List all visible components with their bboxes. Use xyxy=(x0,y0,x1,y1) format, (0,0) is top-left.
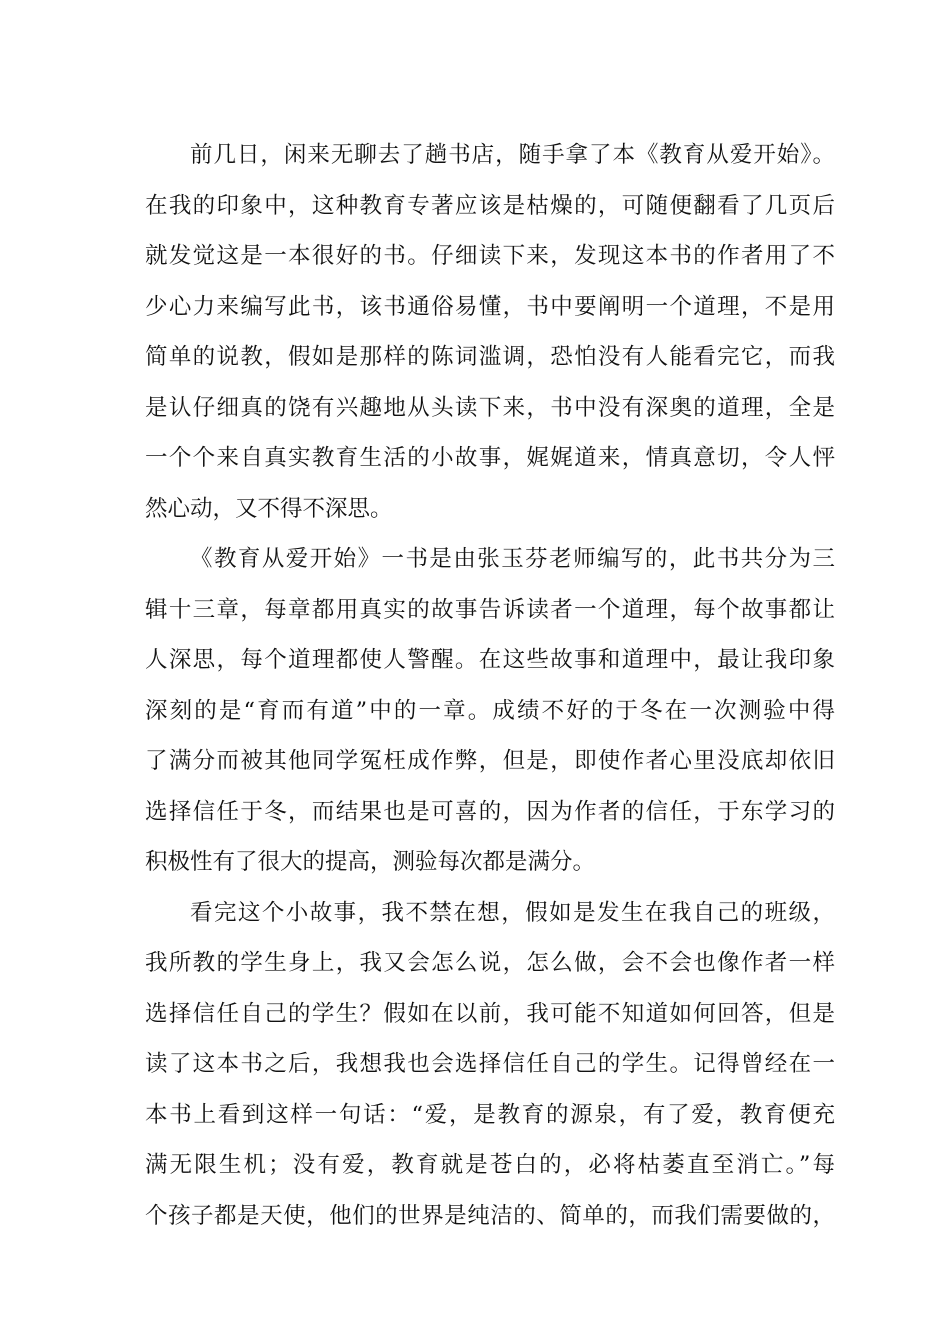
text-line: 少心力来编写此书，该书通俗易懂，书中要阐明一个道理，不是用 xyxy=(145,293,835,320)
text-line: 满无限生机；没有爱，教育就是苍白的，必将枯萎直至消亡。”每 xyxy=(145,1152,835,1178)
text-line: 积极性有了很大的提高，测验每次都是满分。 xyxy=(145,849,596,875)
text-line: 简单的说教，假如是那样的陈词滥调，恐怕没有人能看完它，而我 xyxy=(145,344,835,370)
text-line: 深刻的是“育而有道”中的一章。成绩不好的于冬在一次测验中得 xyxy=(145,697,835,724)
text-line: 了满分而被其他同学冤枉成作弊，但是，即使作者心里没底却依旧 xyxy=(145,748,835,774)
paragraph-2 xyxy=(145,534,835,888)
text-line: 选择信任于冬，而结果也是可喜的，因为作者的信任，于东学习的 xyxy=(145,798,835,825)
text-line: 前几日，闲来无聊去了趟书店，随手拿了本《教育从爱开始》。 xyxy=(190,142,835,168)
text-line: 《教育从爱开始》一书是由张玉芬老师编写的，此书共分为三 xyxy=(190,546,835,572)
text-line: 辑十三章，每章都用真实的故事告诉读者一个道理，每个故事都让 xyxy=(145,596,835,623)
document-page xyxy=(145,130,835,1241)
text-line: 看完这个小故事，我不禁在想，假如是发生在我自己的班级， xyxy=(190,899,835,926)
text-line: 读了这本书之后，我想我也会选择信任自己的学生。记得曾经在一 xyxy=(145,1051,835,1077)
paragraph-3 xyxy=(145,888,835,1242)
text-line: 在我的印象中，这种教育专著应该是枯燥的，可随便翻看了几页后 xyxy=(145,192,835,219)
text-line: 个孩子都是天使，他们的世界是纯洁的、简单的，而我们需要做的， xyxy=(145,1202,835,1229)
text-line: 本书上看到这样一句话：“爱，是教育的源泉，有了爱，教育便充 xyxy=(145,1101,835,1128)
text-line: 选择信任自己的学生？假如在以前，我可能不知道如何回答，但是 xyxy=(145,1000,835,1027)
text-line: 就发觉这是一本很好的书。仔细读下来，发现这本书的作者用了不 xyxy=(145,243,835,269)
text-line: 人深思，每个道理都使人警醒。在这些故事和道理中，最让我印象 xyxy=(145,647,835,673)
text-line: 是认仔细真的饶有兴趣地从头读下来，书中没有深奥的道理，全是 xyxy=(145,394,835,421)
text-line: 我所教的学生身上，我又会怎么说，怎么做，会不会也像作者一样 xyxy=(145,950,835,976)
text-line: 一个个来自真实教育生活的小故事，娓娓道来，情真意切，令人怦 xyxy=(145,445,835,471)
paragraph-1 xyxy=(145,130,835,534)
text-line: 然心动，又不得不深思。 xyxy=(145,495,393,522)
